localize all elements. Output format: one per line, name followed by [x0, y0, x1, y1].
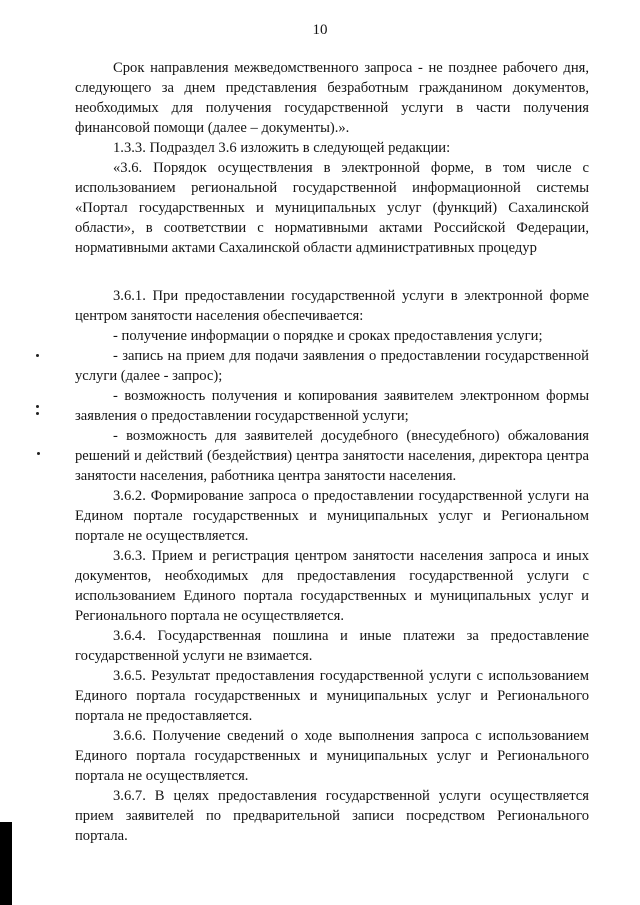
scan-edge-bar — [0, 822, 12, 905]
list-item: - запись на прием для подачи заявления о предоставлении государственной услуги (далее - запрос); — [75, 348, 589, 384]
list-item: - возможность для заявителей досудебного (внесудебного) обжалования решений и действий (бездействия) центра занятости населения, директора центра занятости населения, работника центра занятости населения. — [75, 428, 589, 484]
paragraph: 3.6.6. Получение сведений о ходе выполнения запроса с использованием Единого портала государственных и муниципальных услуг и Регионального портала не осуществляется. — [75, 728, 589, 784]
scan-dot — [37, 452, 40, 455]
paragraph: 3.6.1. При предоставлении государственной услуги в электронной форме центром занятости населения обеспечивается: — [75, 288, 589, 324]
paragraph: Срок направления межведомственного запроса - не позднее рабочего дня, следующего за днем представления безработным гражданином документов, необходимых для получения государственной услуги в части получения финансовой помощи (далее – документы).». — [75, 60, 589, 136]
list-item: - возможность получения и копирования заявителем электронном формы заявления о предоставлении государственной услуги; — [75, 388, 589, 424]
paragraph: «3.6. Порядок осуществления в электронной форме, в том числе с использованием региональной государственной информационной системы «Портал государственных и муниципальных услуг (функций) Сахалинской области», в соответствии с нормативными актами Российской Федерации, нормативными актами Сахалинской области административных процедур — [75, 160, 589, 256]
list-item: - получение информации о порядке и сроках предоставления услуги; — [113, 328, 543, 344]
paragraph: 3.6.7. В целях предоставления государственной услуги осуществляется прием заявителей по предварительной записи посредством Регионального портала. — [75, 788, 589, 844]
document-body — [75, 58, 589, 846]
scan-dot — [36, 354, 39, 357]
page-number: 10 — [312, 22, 328, 38]
paragraph: 1.3.3. Подраздел 3.6 изложить в следующей редакции: — [113, 140, 451, 156]
paragraph: 3.6.3. Прием и регистрация центром занятости населения запроса и иных документов, необходимых для предоставления государственной услуги с использованием Единого портала государственных и муниципальных услуг и Регионального портала не осуществляется. — [75, 548, 589, 624]
paragraph-gap — [75, 258, 589, 286]
scan-dot — [36, 405, 39, 408]
paragraph: 3.6.2. Формирование запроса о предоставлении государственной услуги на Едином портале государственных и муниципальных услуг и Региональном портале не осуществляется. — [75, 488, 589, 544]
paragraph: 3.6.5. Результат предоставления государственной услуги с использованием Единого портала государственных и муниципальных услуг и Регионального портала не предоставляется. — [75, 668, 589, 724]
paragraph: 3.6.4. Государственная пошлина и иные платежи за предоставление государственной услуги не взимается. — [75, 628, 589, 664]
scan-dot — [36, 412, 39, 415]
